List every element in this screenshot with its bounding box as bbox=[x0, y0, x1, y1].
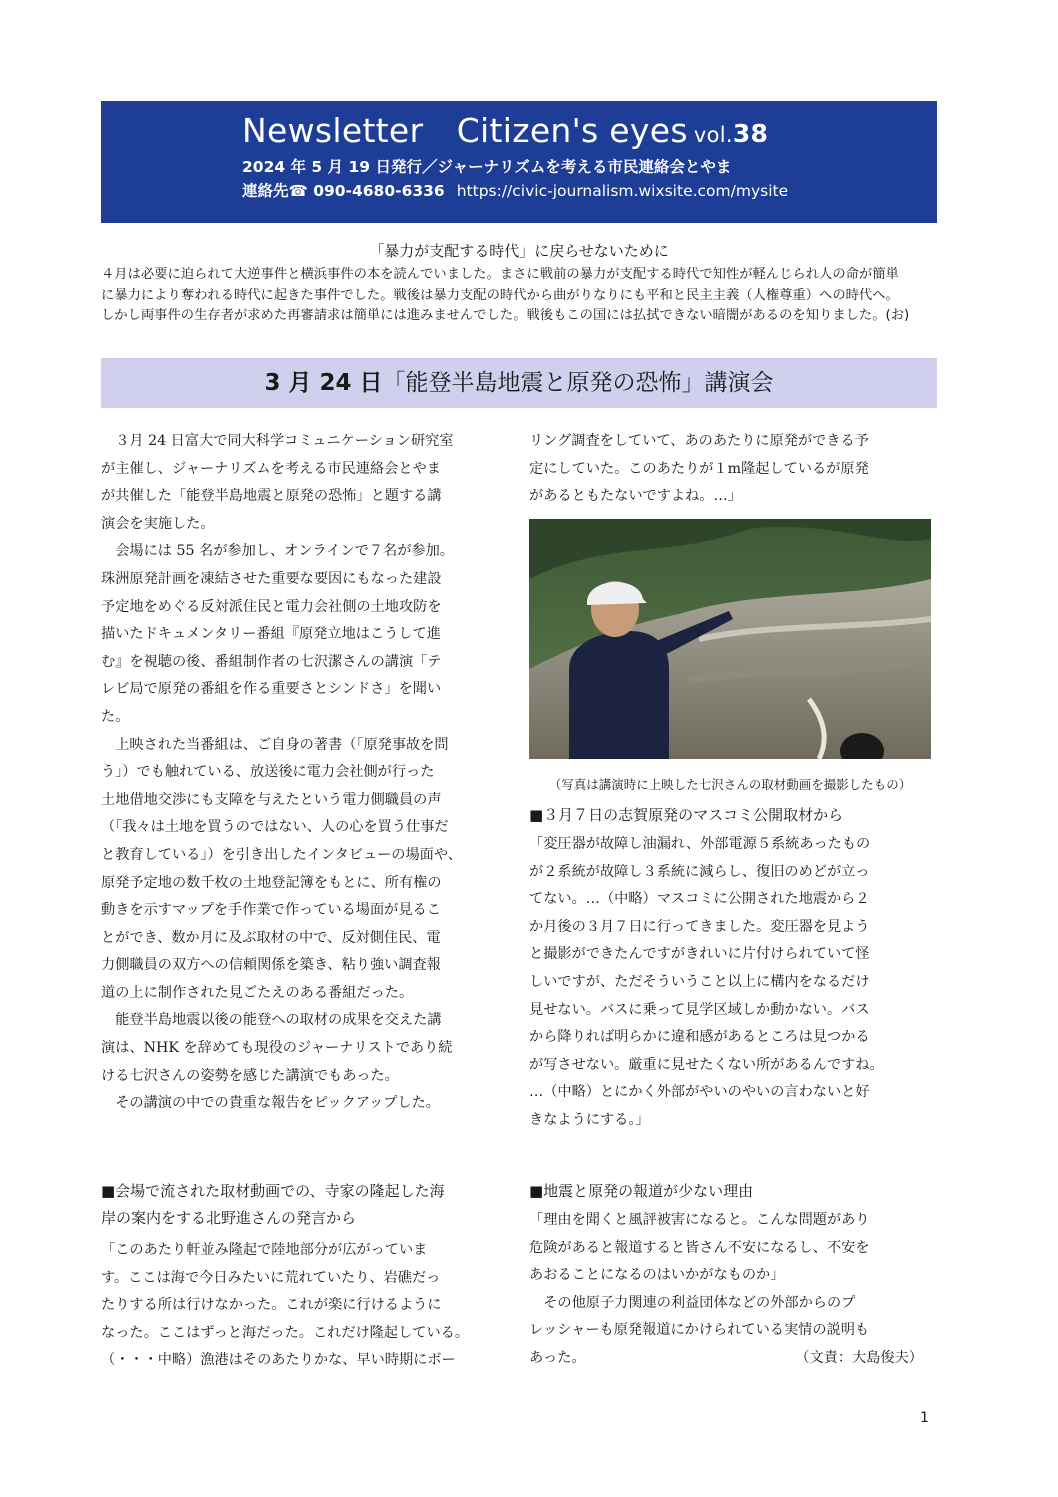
body-line: …（中略）とにかく外部がやいのやいの言わないと好 bbox=[529, 1084, 870, 1101]
right-section1-heading: ■３月７日の志賀原発のマスコミ公開取材から bbox=[529, 806, 844, 824]
body-line: が写させない。厳重に見せたくない所があるんですね。 bbox=[529, 1056, 884, 1073]
right-section1-body bbox=[529, 831, 941, 1135]
last-line bbox=[529, 1345, 941, 1373]
body-line: 原発予定地の数千枚の土地登記簿をもとに、所有権の bbox=[101, 874, 442, 891]
intro-line: ４月は必要に迫られて大逆事件と横浜事件の本を読んでいました。まさに戦前の暴力が支配する時代で知性が軽んじられ人の命が簡単 bbox=[101, 267, 899, 282]
left-section-body bbox=[101, 1237, 513, 1375]
issue-line: 2024 年 5 月 19 日発行／ジャーナリズムを考える市民連絡会とやま bbox=[242, 158, 732, 176]
body-line: 「変圧器が故障し油漏れ、外部電源５系統あったもの bbox=[529, 836, 871, 852]
body-line: レビ局で原発の番組を作る重要さとシンドさ」を聞い bbox=[101, 681, 442, 698]
section-heading-line: 岸の案内をする北野進さんの発言から bbox=[101, 1209, 357, 1227]
body-line: 予定地をめぐる反対派住民と電力会社側の土地攻防を bbox=[101, 598, 442, 615]
headline-date: 3 月 24 日 bbox=[264, 370, 383, 396]
contact-phone: 連絡先☎ 090-4680-6336 bbox=[242, 182, 445, 200]
body-line: す。ここは海で今日みたいに荒れていたり、岩礁だっ bbox=[101, 1269, 441, 1286]
last-line-text: あった。 bbox=[529, 1349, 586, 1366]
body-line: 土地借地交渉にも支障を与えたという電力側職員の声 bbox=[101, 791, 442, 808]
body-line: 演は、NHK を辞めても現役のジャーナリストであり続 bbox=[101, 1040, 453, 1057]
body-line: う」）でも触れている、放送後に電力会社側が行った bbox=[101, 764, 435, 781]
headline-bar bbox=[101, 358, 937, 408]
body-line: があるともたないですよね。…」 bbox=[529, 488, 742, 505]
interview-photo bbox=[529, 519, 931, 759]
body-line: 力側職員の双方への信頼関係を築き、粘り強い調査報 bbox=[101, 957, 441, 974]
body-line: 動きを示すマップを手作業で作っている場面が見るこ bbox=[101, 902, 441, 919]
contact-line bbox=[242, 179, 937, 203]
body-line: と教育している」）を引き出したインタビューの場面や、 bbox=[101, 846, 462, 863]
body-line: あおることになるのはいかがなものか」 bbox=[529, 1267, 785, 1284]
body-line: てない。…（中略）マスコミに公開された地震から２ bbox=[529, 891, 870, 908]
photo-caption: （写真は講演時に上映した七沢さんの取材動画を撮影したもの） bbox=[548, 777, 912, 792]
section-heading-line: ■会場で流された取材動画での、寺家の隆起した海 bbox=[101, 1182, 445, 1200]
page-number: 1 bbox=[920, 1410, 929, 1426]
intro-line: に暴力により奪われる時代に起きた事件でした。戦後は暴力支配の時代から曲がりなりにも平和と民主主義（人権尊重）への時代へ。 bbox=[101, 287, 899, 303]
body-line: が主催し、ジャーナリズムを考える市民連絡会とやま bbox=[101, 460, 441, 477]
volume bbox=[693, 119, 769, 148]
body-line: が２系統が故障し３系統に減らし、復旧のめどが立っ bbox=[529, 863, 870, 880]
left-section-heading bbox=[101, 1178, 513, 1232]
intro-body bbox=[101, 265, 937, 327]
right-column-continuation bbox=[529, 428, 941, 511]
body-line: 定にしていた。このあたりが１m隆起しているが原発 bbox=[529, 460, 869, 477]
right-section2-body bbox=[529, 1207, 941, 1373]
body-line: ける七沢さんの姿勢を感じた講演でもあった。 bbox=[101, 1067, 399, 1084]
body-line: その講演の中での貴重な報告をピックアップした。 bbox=[101, 1095, 440, 1112]
masthead bbox=[101, 101, 937, 223]
body-line: なった。ここはずっと海だった。これだけ隆起している。 bbox=[101, 1324, 470, 1341]
body-line: む』を視聴の後、番組制作者の七沢潔さんの講演「テ bbox=[101, 653, 442, 670]
body-line: たりする所は行けなかった。これが楽に行けるように bbox=[101, 1297, 442, 1314]
body-line: 珠洲原発計画を凍結させた重要な要因にもなった建設 bbox=[101, 570, 442, 587]
title-text: Newsletter Citizen's eyes bbox=[242, 111, 688, 150]
body-line: 「理由を聞くと風評被害になると。こんな問題があり bbox=[529, 1212, 870, 1228]
volume-prefix: vol. bbox=[693, 123, 733, 147]
body-line: ３月 24 日富大で同大科学コミュニケーション研究室 bbox=[101, 433, 454, 449]
body-line: 見せない。バスに乗って見学区域しか動かない。バス bbox=[529, 1001, 870, 1018]
body-line: 危険があると報道すると皆さん不安になるし、不安を bbox=[529, 1239, 870, 1256]
intro-line: しかし両事件の生存者が求めた再審請求は簡単には進みませんでした。戦後もこの国には払拭できない暗闇があるのを知りました。(お) bbox=[101, 308, 910, 323]
right-section2-heading: ■地震と原発の報道が少ない理由 bbox=[529, 1182, 754, 1200]
body-line: しいですが、ただそういうこと以上に構内をなるだけ bbox=[529, 973, 870, 990]
body-line: 道の上に制作された見ごたえのある番組だった。 bbox=[101, 984, 414, 1001]
body-line: から降りれば明らかに違和感があるところは見つかる bbox=[529, 1029, 870, 1046]
body-line: が共催した「能登半島地震と原発の恐怖」と題する講 bbox=[101, 488, 442, 505]
body-line: きなようにする。」 bbox=[529, 1111, 650, 1128]
body-line: レッシャーも原発報道にかけられている実情の説明も bbox=[529, 1322, 870, 1339]
body-line: た。 bbox=[101, 708, 130, 725]
body-line: 上映された当番組は、ご自身の著書（「原発事故を問 bbox=[101, 736, 449, 753]
body-line: （・・・中略）漁港はそのあたりかな、早い時期にボー bbox=[101, 1352, 456, 1369]
headline-text: 「能登半島地震と原発の恐怖」講演会 bbox=[382, 370, 774, 396]
byline: （文責：大島俊夫） bbox=[795, 1349, 923, 1366]
body-line: 能登半島地震以後の能登への取材の成果を交えた講 bbox=[101, 1012, 442, 1029]
body-line: （「我々は土地を買うのではない、人の心を買う仕事だ bbox=[101, 819, 449, 836]
volume-number: 38 bbox=[732, 119, 769, 148]
body-line: 演会を実施した。 bbox=[101, 515, 215, 532]
body-line: か月後の３月７日に行ってきました。変圧器を見よう bbox=[529, 918, 870, 935]
body-line: 描いたドキュメンタリー番組『原発立地はこうして進 bbox=[101, 626, 441, 643]
body-line: と撮影ができたんですがきれいに片付けられていて怪 bbox=[529, 946, 870, 963]
intro-title: 「暴力が支配する時代」に戻らせないために bbox=[369, 242, 669, 260]
body-line: その他原子力関連の利益団体などの外部からのプ bbox=[529, 1294, 856, 1311]
site-url[interactable]: https://civic-journalism.wixsite.com/mysite bbox=[456, 182, 789, 200]
newsletter-title bbox=[242, 111, 937, 155]
body-line: 会場には 55 名が参加し、オンラインで７名が参加。 bbox=[101, 543, 454, 560]
body-line: 「このあたり軒並み隆起で陸地部分が広がっていま bbox=[101, 1242, 428, 1258]
body-line: リング調査をしていて、あのあたりに原発ができる予 bbox=[529, 433, 869, 449]
photo-illustration bbox=[529, 519, 931, 759]
left-column-body bbox=[101, 428, 513, 1118]
body-line: とができ、数か月に及ぶ取材の中で、反対側住民、電 bbox=[101, 929, 441, 946]
